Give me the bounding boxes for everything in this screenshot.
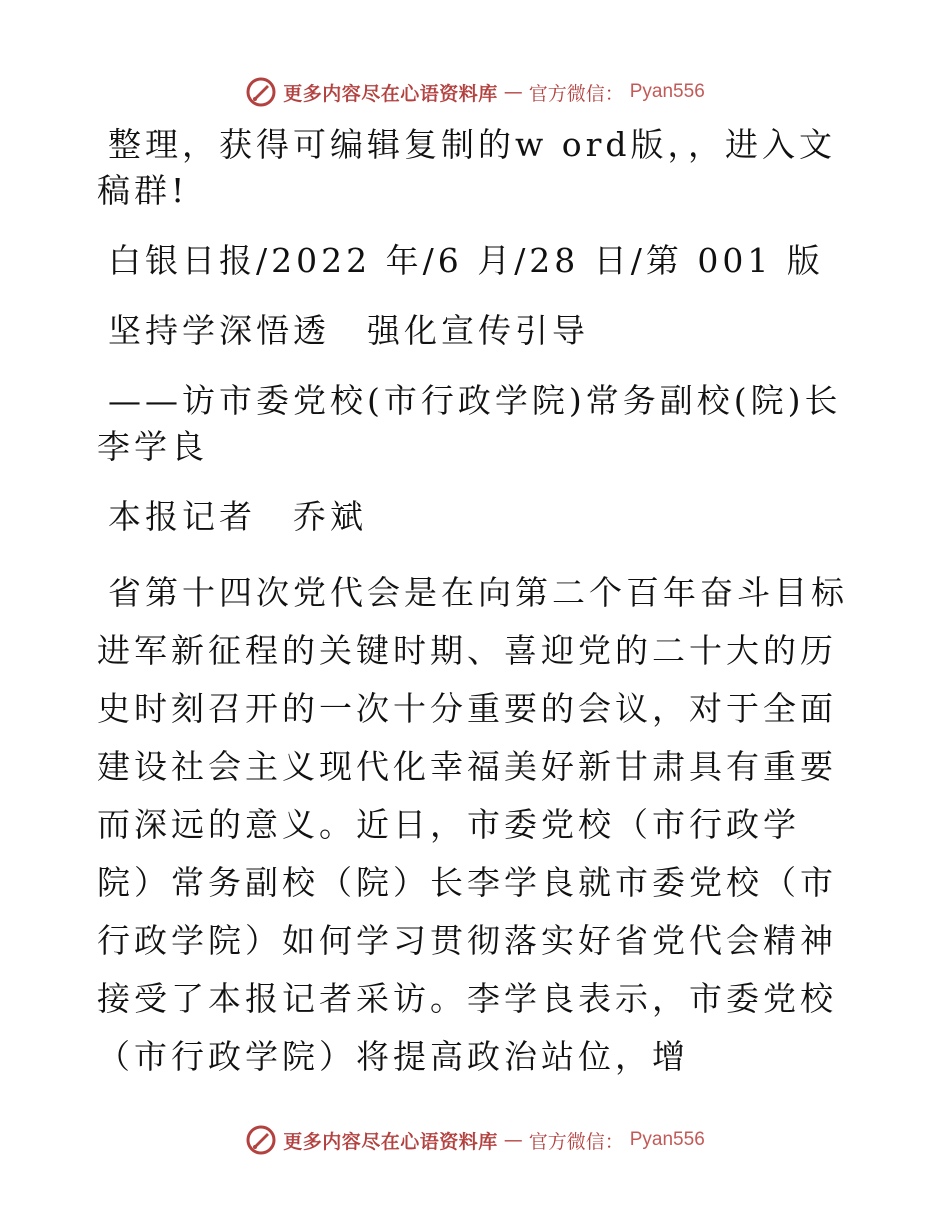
article-headline: 坚持学深悟透 强化宣传引导 xyxy=(108,311,589,350)
article-body: 省第十四次党代会是在向第二个百年奋斗目标进军新征程的关键时期、喜迎党的二十大的历史时刻召开的一次十分重要的会议，对于全面建设社会主义现代化幸福美好新甘肃具有重要而深远的意义。近日，市委党校（市行政学院）常务副校（院）长李学良就市委党校（市行政学院）如何学习贯彻落实好省党代会精神接受了本报记者采访。李学良表示，市委党校（市行政学院）将提高政治站位，增 xyxy=(97,573,848,1076)
source-line: 白银日报/2022 年/6 月/28 日/第 001 版 xyxy=(108,241,824,280)
watermark-wechat-label: 官方微信： xyxy=(528,1130,624,1153)
header-watermark xyxy=(0,72,950,112)
watermark-wechat-label: 官方微信： xyxy=(528,82,624,105)
document-body xyxy=(97,122,857,1110)
watermark-title: 更多内容尽在心语资料库 xyxy=(283,82,498,105)
watermark-dash: — xyxy=(503,81,523,103)
byline: 本报记者 乔斌 xyxy=(108,497,367,536)
quill-logo-icon xyxy=(245,76,277,108)
watermark-handle: Pyan556 xyxy=(629,1129,705,1150)
footer-watermark xyxy=(0,1120,950,1160)
watermark-handle: Pyan556 xyxy=(629,81,705,102)
watermark-dash: — xyxy=(503,1129,523,1151)
quill-logo-icon xyxy=(245,1124,277,1156)
intro-paragraph: 整理，获得可编辑复制的w ord版，，进入文稿群! xyxy=(97,125,837,210)
article-subheadline: ——访市委党校(市行政学院)常务副校(院)长李学良 xyxy=(97,381,842,466)
watermark-title: 更多内容尽在心语资料库 xyxy=(283,1130,498,1153)
